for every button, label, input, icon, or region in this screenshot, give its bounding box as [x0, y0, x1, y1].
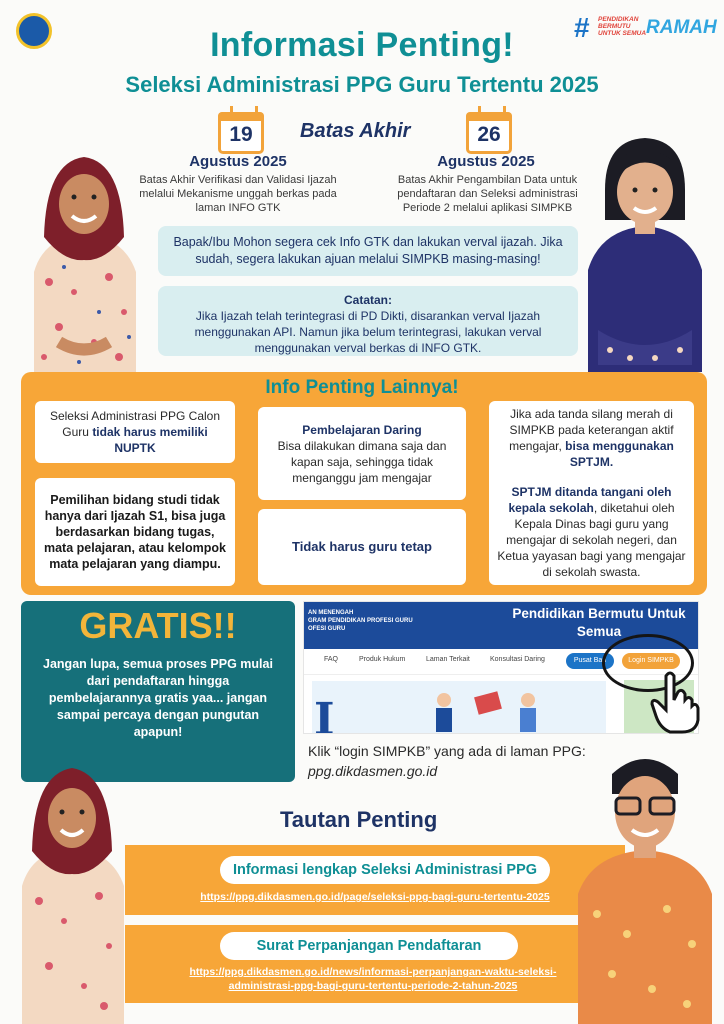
website-logo-text: AN MENENGAH GRAM PENDIDIKAN PROFESI GURU OFESI GURU — [308, 610, 413, 632]
tautan-label: Informasi lengkap Seleksi Administrasi PPG — [220, 856, 550, 884]
hashtag-logo-text: PENDIDIKAN BERMUTU UNTUK SEMUA — [598, 16, 647, 37]
catatan-text: Jika Ijazah telah terintegrasi di PD Dikti, disarankan verval Ijazah menggunakan API. Namun jika belum terintegrasi, lakukan verval menggunakan verval berkas di INFO GTK. — [194, 309, 542, 355]
deadline-heading: Batas Akhir — [300, 120, 411, 142]
info-card-guru-tetap — [258, 509, 466, 585]
pusat-bantuan-button[interactable]: Pusat Ban — [566, 653, 614, 669]
teacher-woman-illustration — [580, 130, 710, 372]
card-text: Seleksi Administrasi PPG Calon Guru — [49, 409, 221, 439]
nav-konsultasi-daring[interactable]: Konsultasi Daring — [490, 656, 545, 663]
deadline-description: Batas Akhir Verifikasi dan Validasi Ijazah melalui Mekanisme unggah berkas pada laman INFO GTK — [139, 174, 337, 214]
info-card-nuptk — [35, 401, 235, 463]
card-text: Tidak harus guru tetap — [292, 539, 432, 554]
calendar-icon — [218, 112, 264, 154]
teacher-man-illustration — [572, 744, 718, 1024]
card-bold: bisa menggunakan SPTJM. — [565, 439, 674, 469]
info-card-bidang-studi — [35, 478, 235, 586]
calendar-day: 26 — [477, 123, 501, 146]
website-headline: Pendidikan Bermutu Untuk Semua — [512, 606, 686, 639]
card-bold: tidak harus memiliki NUPTK — [92, 425, 208, 455]
gratis-text: Jangan lupa, semua proses PPG mulai dari pendaftaran hingga pembelajarannya gratis yaa... jangan sampai percaya dengan pungutan apapun! — [43, 657, 273, 739]
nav-faq[interactable]: FAQ — [324, 656, 339, 663]
teacher-hijab-illustration — [14, 142, 154, 374]
hashtag-logo-icon: # — [574, 12, 590, 43]
nav-produk-hukum[interactable]: Produk Hukum — [359, 656, 406, 663]
click-instruction — [308, 741, 588, 781]
card-text: Jika ada tanda silang merah di SIMPKB pada keterangan aktif mengajar, — [509, 407, 674, 453]
tautan-title: Tautan Penting — [280, 807, 438, 832]
ramah-logo: RAMAH — [646, 17, 717, 38]
card-title: Pembelajaran Daring — [302, 422, 422, 437]
card-text: Pemilihan bidang studi tidak hanya dari Ijazah S1, bisa juga berdasarkan bidang tugas, mata pelajaran, atau kelompok mata pelajaran yang diampu. — [43, 493, 226, 571]
reminder-box — [158, 226, 578, 276]
gratis-title: GRATIS!! — [79, 605, 237, 646]
tautan-label: Surat Perpanjangan Pendaftaran — [220, 932, 518, 960]
deadline-description: Batas Akhir Pengambilan Data untuk pendaftaran dan Seleksi administrasi Periode 2 melalui aplikasi SIMPKB — [397, 174, 578, 214]
catatan-box — [158, 286, 578, 356]
info-card-sptjm — [489, 401, 694, 585]
card-text: , diketahui oleh Kepala Dinas bagi guru yang mengajar di sekolah negeri, dan Ketua yayasan bagi yang mengajar di sekolah swasta. — [497, 501, 686, 579]
tautan-url[interactable]: https://ppg.dikdasmen.go.id/news/informasi-perpanjangan-waktu-seleksi-administrasi-ppg-bagi-guru-tertentu-periode-2-tahun-2025 — [189, 966, 557, 992]
catatan-title: Catatan: — [343, 293, 392, 307]
deadline-date: Agustus 2025 — [189, 153, 287, 170]
click-instruction-url[interactable]: ppg.dikdasmen.go.id — [308, 763, 438, 779]
card-bold: SPTJM ditanda tangani oleh kepala sekolah — [508, 485, 672, 515]
teacher-hijab-illustration — [14, 756, 132, 1024]
calendar-day: 19 — [229, 123, 253, 146]
hand-cursor-icon — [648, 670, 702, 734]
login-simpkb-button[interactable]: Login SIMPKB — [622, 653, 680, 669]
nav-laman-terkait[interactable]: Laman Terkait — [426, 656, 470, 663]
card-text: Bisa dilakukan dimana saja dan kapan saja, sehingga tidak menganggu jam mengajar — [277, 438, 447, 485]
calendar-icon — [466, 112, 512, 154]
page-title: Informasi Penting! — [210, 26, 514, 64]
hero-people-illustration — [424, 688, 554, 734]
page-subtitle: Seleksi Administrasi PPG Guru Tertentu 2025 — [125, 72, 599, 97]
reminder-text: Bapak/Ibu Mohon segera cek Info GTK dan lakukan verval ijazah. Jika sudah, segera lakukan ajuan melalui SIMPKB masing-masing! — [173, 235, 563, 266]
tautan-url[interactable]: https://ppg.dikdasmen.go.id/page/seleksi-ppg-bagi-guru-tertentu-2025 — [200, 891, 550, 903]
info-lainnya-title: Info Penting Lainnya! — [265, 377, 459, 398]
click-instruction-text: Klik “login SIMPKB” yang ada di laman PPG: — [308, 743, 586, 759]
info-card-daring — [258, 407, 466, 500]
deadline-date: Agustus 2025 — [437, 153, 535, 170]
website-hero-glyph: I — [314, 694, 335, 734]
